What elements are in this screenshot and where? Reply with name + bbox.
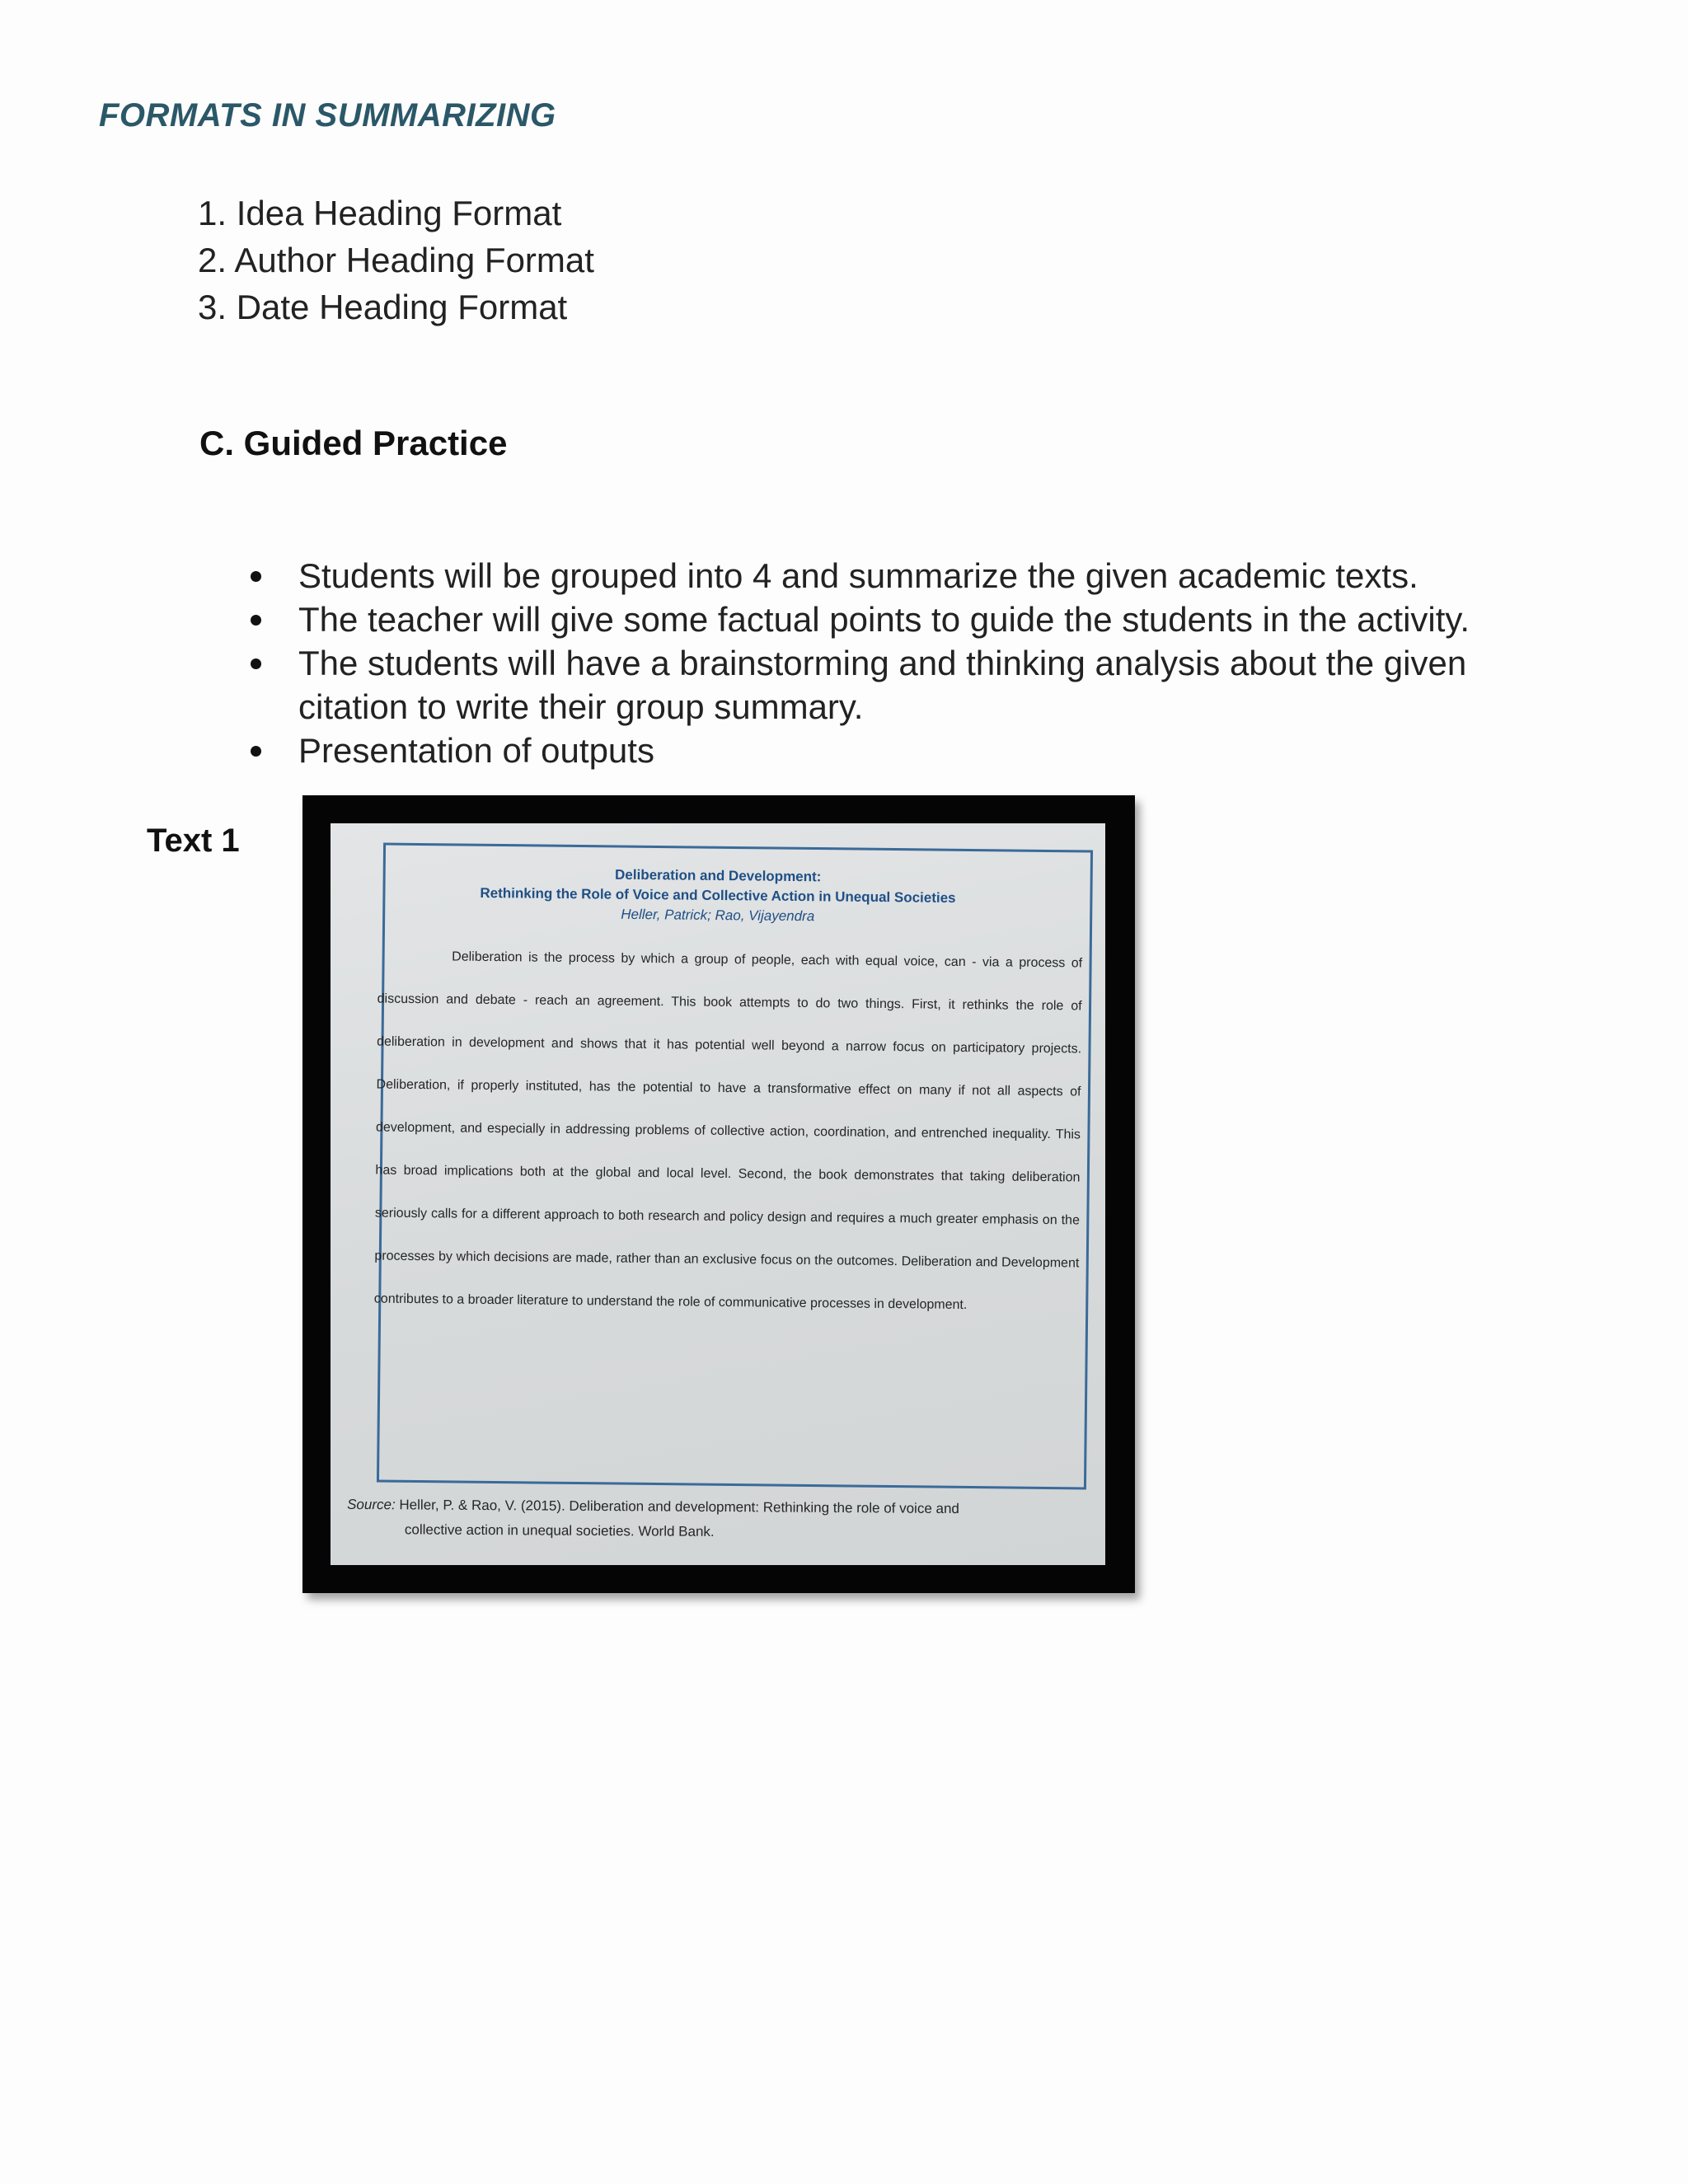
bullet-icon — [251, 746, 261, 757]
photo-body-text: Deliberation is the process by which a group of people, each with equal voice, can - via a process of discussion and debate - reach an agreement. This book attempts to do two things. First, it rethinks the role of deliberation in development and shows that it has potential well beyond a narrow focus on participatory projects. Deliberation, if properly instituted, has the potential to have a transformative effect on many if not all aspects of development, and especially in addressing problems of collective action, coordination, and entrenched inequality. This has broad implications both at the global and local level. Second, the book demonstrates that taking deliberation seriously calls for a different approach to both research and policy design and requires a much greater emphasis on the processes by which decisions are made, rather than an exclusive focus on the outcomes. Deliberation and Development contributes to a broader literature to understand the role of communicative processes in development. — [373, 949, 1083, 1313]
formats-list — [198, 190, 594, 330]
photo-title-line-1: Deliberation and Development: — [614, 866, 822, 885]
section-title: FORMATS IN SUMMARIZING — [99, 97, 556, 134]
bullet-icon — [251, 658, 261, 669]
photo-authors: Heller, Patrick; Rao, Vijayendra — [621, 906, 815, 925]
text-1-label: Text 1 — [147, 823, 240, 859]
photo-paper — [331, 823, 1105, 1565]
photo-source-text: Heller, P. & Rao, V. (2015). Deliberation and development: Rethinking the role of voice and — [399, 1497, 959, 1517]
photo-source — [347, 1493, 1089, 1547]
guided-practice-list — [247, 554, 1566, 772]
photo-title — [331, 862, 1105, 930]
bullet-icon — [251, 615, 261, 626]
list-item: 1. Idea Heading Format — [198, 194, 562, 232]
list-item: 2. Author Heading Format — [198, 241, 594, 279]
list-item — [247, 554, 1566, 598]
list-item: 3. Date Heading Format — [198, 288, 568, 326]
bullet-icon — [251, 571, 261, 582]
list-item — [247, 729, 1566, 772]
list-item — [247, 598, 1566, 641]
bullet-text: Students will be grouped into 4 and summarize the given academic texts. — [298, 556, 1418, 595]
photo-source-label: Source: — [347, 1496, 396, 1513]
list-item — [247, 641, 1566, 729]
guided-practice-heading: C. Guided Practice — [199, 424, 508, 462]
bullet-text: Presentation of outputs — [298, 731, 654, 770]
photo-source-text-2: collective action in unequal societies. World Bank. — [404, 1521, 715, 1540]
bullet-text: The teacher will give some factual points to guide the students in the activity. — [298, 600, 1470, 639]
photo-title-line-2: Rethinking the Role of Voice and Collective Action in Unequal Societies — [480, 884, 956, 907]
bullet-text: The students will have a brainstorming and thinking analysis about the given citation to write their group summary. — [298, 644, 1467, 726]
text-1-photo — [302, 795, 1135, 1593]
